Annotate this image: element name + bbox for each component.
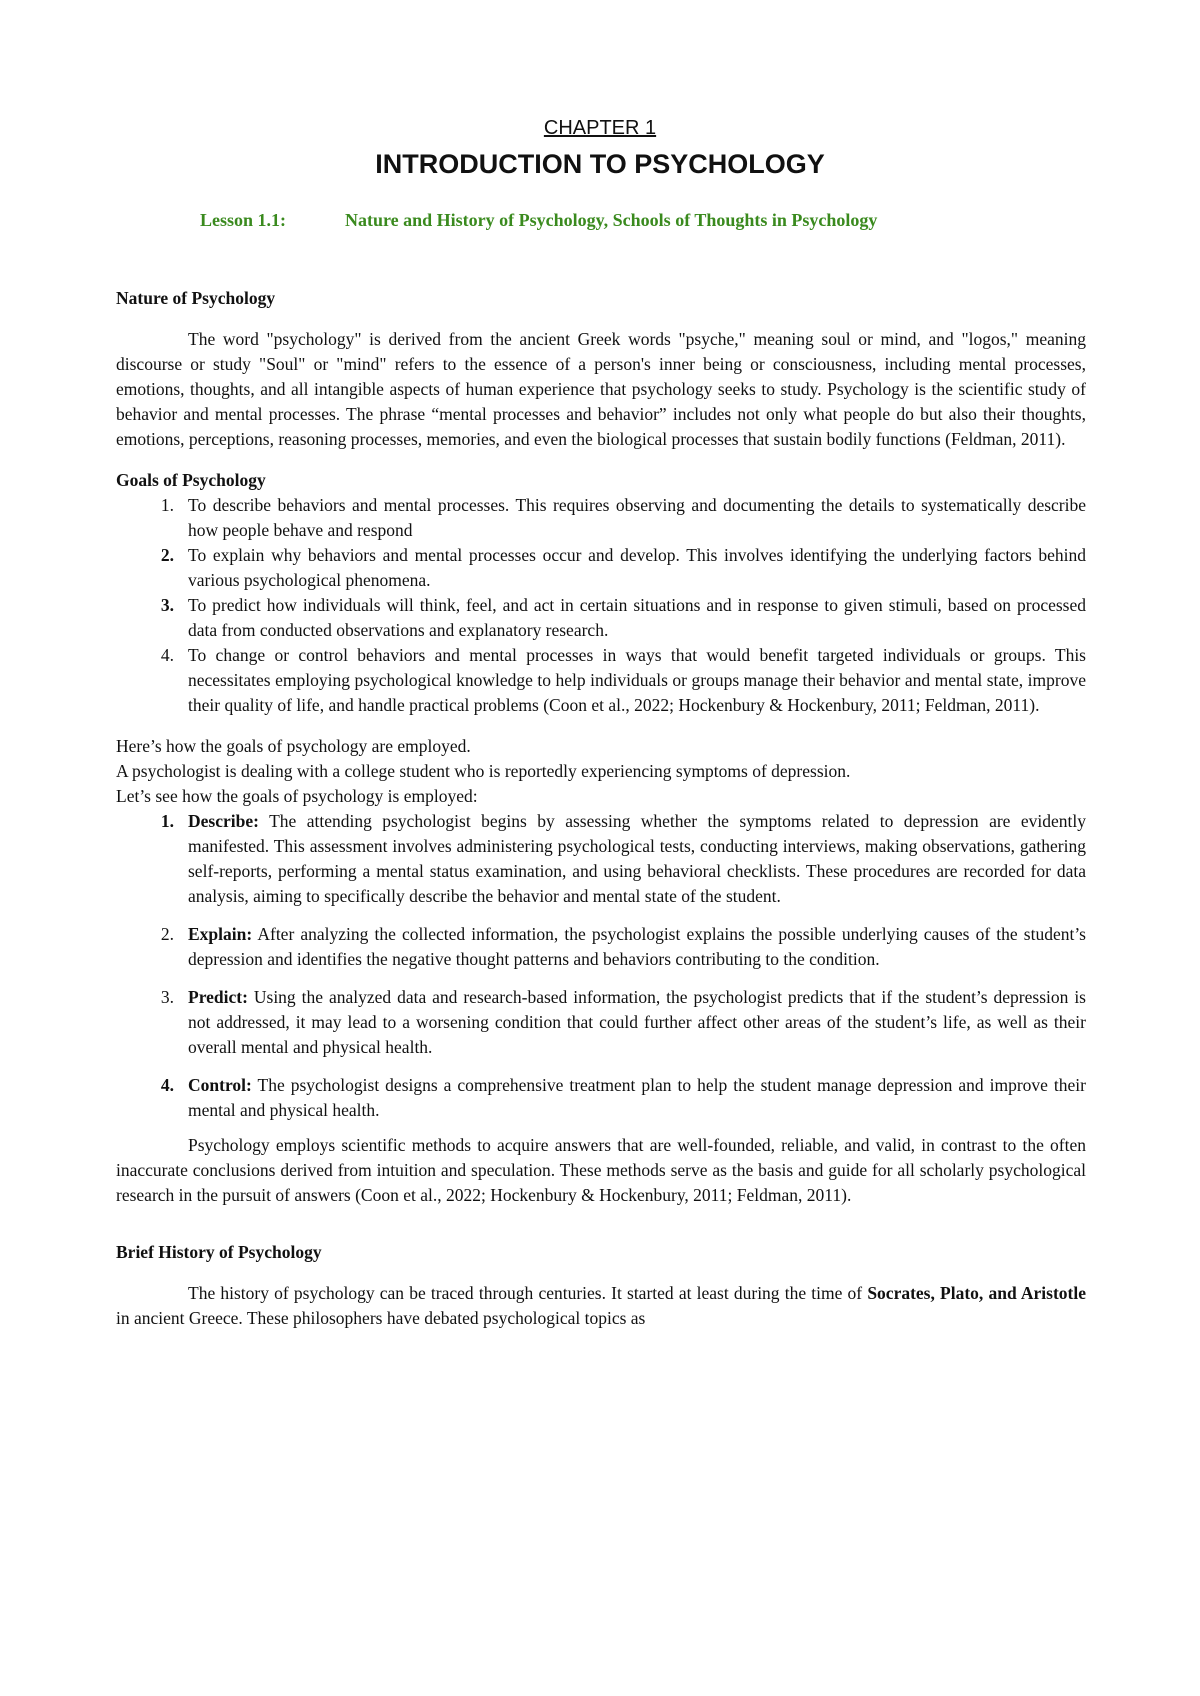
list-item <box>116 543 1086 593</box>
list-text: To predict how individuals will think, feel, and act in certain situations and in response to given stimuli, based on processed data from conducted observations and explanatory research. <box>188 595 1086 640</box>
list-text: To explain why behaviors and mental processes occur and develop. This involves identifying the underlying factors behind various psychological phenomena. <box>188 545 1086 590</box>
list-term: Explain: <box>188 924 253 944</box>
history-text-end: in ancient Greece. These philosophers have debated psychological topics as <box>116 1308 646 1328</box>
lesson-number: Lesson 1.1: <box>200 210 287 230</box>
list-term: Describe: <box>188 811 259 831</box>
list-number: 3. <box>160 987 174 1007</box>
nature-paragraph: The word "psychology" is derived from the ancient Greek words "psyche," meaning soul or mind, and "logos," meaning discourse or study "Soul" or "mind" refers to the essence of a person's inner being or consciousness, including mental processes, emotions, thoughts, and all intangible aspects of human experience that psychology seeks to study. Psychology is the scientific study of behavior and mental processes. The phrase “mental processes and behavior” includes not only what people do but also their thoughts, emotions, perceptions, reasoning processes, memories, and even the biological processes that sustain bodily functions (Feldman, 2011). <box>116 329 1086 449</box>
history-text-start: The history of psychology can be traced through centuries. It started at least during the time of <box>188 1283 868 1303</box>
goals-heading: Goals of Psychology <box>116 470 266 490</box>
list-number: 2. <box>160 924 174 944</box>
example-intro-line: Here’s how the goals of psychology are employed. <box>116 736 471 756</box>
example-lead-line: Let’s see how the goals of psychology is employed: <box>116 786 478 806</box>
nature-heading: Nature of Psychology <box>116 288 276 308</box>
list-item <box>116 593 1086 643</box>
list-text: To describe behaviors and mental processes. This requires observing and documenting the details to systematically describe how people behave and respond <box>188 495 1086 540</box>
list-term: Predict: <box>188 987 248 1007</box>
list-text: The psychologist designs a comprehensive treatment plan to help the student manage depression and improve their mental and physical health. <box>188 1075 1086 1120</box>
list-number: 1. <box>160 811 174 831</box>
list-text: The attending psychologist begins by assessing whether the symptoms related to depression are evidently manifested. This assessment involves administering psychological tests, conducting interviews, making observations, gathering self-reports, performing a mental status examination, and using behavioral checklists. These procedures are recorded for data analysis, aiming to specifically describe the behavior and mental state of the student. <box>188 811 1086 906</box>
list-number: 4. <box>160 1075 174 1095</box>
list-text: Using the analyzed data and research-based information, the psychologist predicts that if the student’s depression is not addressed, it may lead to a worsening condition that could further affect other areas of the student’s life, as well as their overall mental and physical health. <box>188 987 1086 1057</box>
history-philosophers: Socrates, Plato, and Aristotle <box>867 1283 1086 1303</box>
list-item <box>116 985 1086 1060</box>
example-case-line: A psychologist is dealing with a college student who is reportedly experiencing symptoms of depression. <box>116 761 851 781</box>
list-item <box>116 922 1086 972</box>
example-list <box>116 809 1086 1123</box>
list-item <box>116 643 1086 718</box>
goals-list <box>116 493 1086 718</box>
list-text: After analyzing the collected information, the psychologist explains the possible underlying causes of the student’s depression and identifies the negative thought patterns and behaviors contributing to the condition. <box>188 924 1086 969</box>
chapter-label: CHAPTER 1 <box>543 117 657 139</box>
list-term: Control: <box>188 1075 252 1095</box>
list-number: 1. <box>160 495 174 515</box>
methods-paragraph: Psychology employs scientific methods to acquire answers that are well-founded, reliable, and valid, in contrast to the often inaccurate conclusions derived from intuition and speculation. These methods serve as the basis and guide for all scholarly psychological research in the pursuit of answers (Coon et al., 2022; Hockenbury & Hockenbury, 2011; Feldman, 2011). <box>116 1135 1086 1205</box>
list-item <box>116 809 1086 909</box>
list-item <box>116 1073 1086 1123</box>
lesson-heading <box>200 208 1050 232</box>
document-body <box>116 286 1086 1331</box>
list-number: 4. <box>160 645 174 665</box>
history-heading: Brief History of Psychology <box>116 1242 322 1262</box>
list-text: To change or control behaviors and mental processes in ways that would benefit targeted individuals or groups. This necessitates employing psychological knowledge to help individuals or groups manage their behavior and mental state, improve their quality of life, and handle practical problems (Coon et al., 2022; Hockenbury & Hockenbury, 2011; Feldman, 2011). <box>188 645 1086 715</box>
list-item <box>116 493 1086 543</box>
chapter-title: INTRODUCTION TO PSYCHOLOGY <box>375 149 825 179</box>
list-number: 3. <box>160 595 174 615</box>
list-number: 2. <box>160 545 174 565</box>
history-paragraph <box>116 1281 1086 1331</box>
lesson-title: Nature and History of Psychology, Schools of Thoughts in Psychology <box>345 210 878 230</box>
